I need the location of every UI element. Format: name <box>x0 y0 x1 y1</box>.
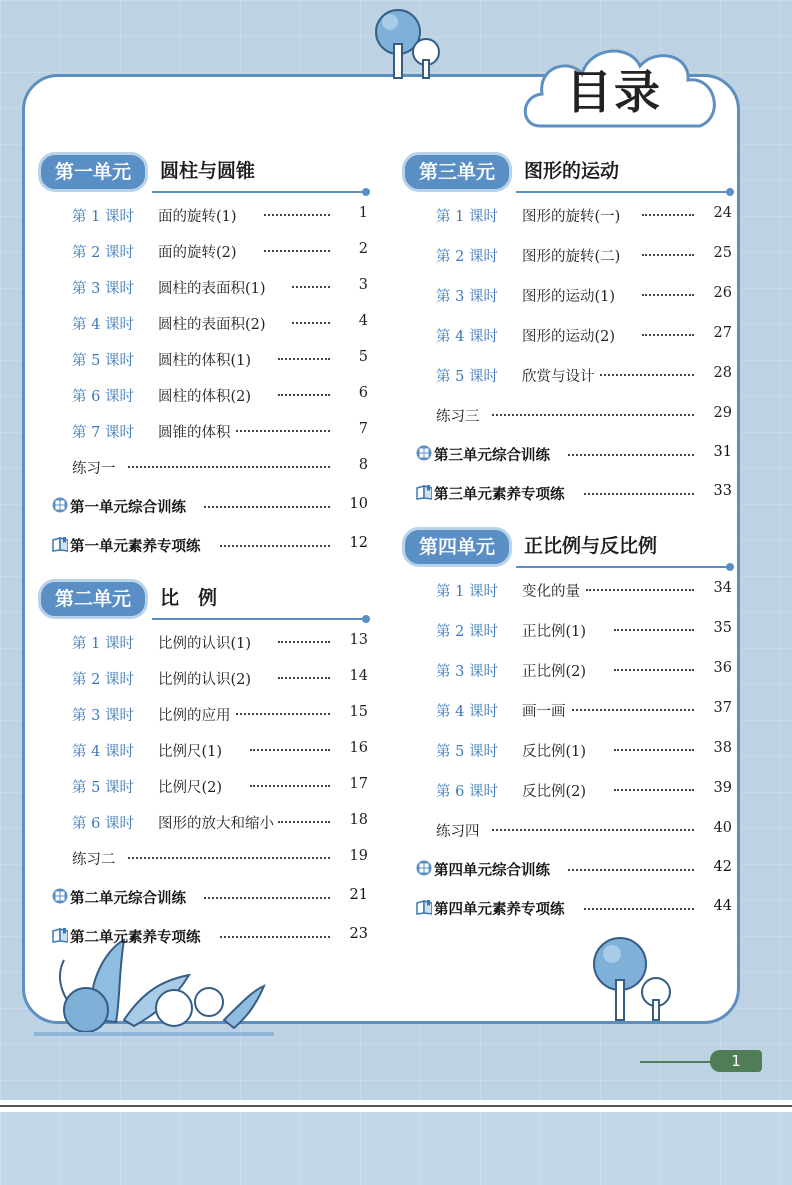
leader-dots <box>264 247 330 252</box>
leader-dots <box>492 826 694 831</box>
leader-dots <box>292 319 330 324</box>
unit-underline <box>516 191 728 193</box>
unit-label-badge: 第三单元 <box>402 152 512 192</box>
lesson-name: 面的旋转(2) <box>158 245 237 261</box>
page-ref: 37 <box>713 700 732 716</box>
lesson-entry[interactable] <box>436 580 734 602</box>
lesson-entry[interactable] <box>72 241 370 263</box>
unit-header <box>38 579 376 613</box>
lesson-name: 欣赏与设计 <box>522 369 595 385</box>
lesson-entry[interactable] <box>72 704 370 726</box>
leader-dots <box>128 463 330 468</box>
review-entry-name: 第三单元综合训练 <box>434 448 550 464</box>
lesson-name: 正比例(1) <box>522 624 587 640</box>
unit-title: 圆柱与圆锥 <box>160 160 256 182</box>
lesson-name: 比例的认识(2) <box>158 672 252 688</box>
page-ref: 27 <box>713 325 732 341</box>
lesson-name: 图形的运动(2) <box>522 329 616 345</box>
page-ref: 25 <box>713 245 732 261</box>
leader-dots <box>278 355 330 360</box>
special-practice-entry[interactable] <box>52 535 370 557</box>
book-icon <box>52 927 68 943</box>
page-title: 目录 <box>566 65 662 119</box>
lesson-entry[interactable] <box>436 740 734 762</box>
lesson-entry[interactable] <box>436 780 734 802</box>
special-practice-entry-name: 第一单元素养专项练 <box>70 539 201 555</box>
lesson-number: 第 4 课时 <box>72 317 134 333</box>
leader-dots <box>642 331 694 336</box>
lesson-number: 第 6 课时 <box>436 784 498 800</box>
lesson-entry[interactable] <box>72 349 370 371</box>
page-ref: 23 <box>349 926 368 942</box>
special-practice-entry[interactable] <box>416 898 734 920</box>
page-number: 1 <box>710 1050 762 1072</box>
lesson-number: 第 1 课时 <box>436 584 498 600</box>
lesson-name: 反比例(2) <box>522 784 587 800</box>
page-number-line <box>640 1061 712 1063</box>
tree-illustration-top <box>360 4 450 80</box>
lesson-entry[interactable] <box>436 620 734 642</box>
lesson-name: 比例尺(2) <box>158 780 223 796</box>
leader-dots <box>572 706 694 711</box>
unit-underline <box>152 618 364 620</box>
lesson-entry[interactable] <box>436 285 734 307</box>
leader-dots <box>614 666 694 671</box>
practice-name: 练习一 <box>72 461 116 477</box>
unit-header <box>402 527 740 561</box>
lesson-entry[interactable] <box>72 385 370 407</box>
leader-dots <box>586 586 694 591</box>
lesson-name: 圆锥的体积 <box>158 425 231 441</box>
lesson-number: 第 4 课时 <box>436 704 498 720</box>
lesson-entry[interactable] <box>436 660 734 682</box>
leader-dots <box>584 905 694 910</box>
review-entry-name: 第一单元综合训练 <box>70 500 186 516</box>
lesson-name: 圆柱的体积(2) <box>158 389 252 405</box>
unit-label-badge: 第四单元 <box>402 527 512 567</box>
practice-entry[interactable] <box>436 405 734 427</box>
lesson-number: 第 1 课时 <box>72 636 134 652</box>
lesson-number: 第 5 课时 <box>72 353 134 369</box>
lesson-entry[interactable] <box>72 776 370 798</box>
next-page-background <box>0 1112 792 1185</box>
review-entry-name: 第四单元综合训练 <box>434 863 550 879</box>
leader-dots <box>128 854 330 859</box>
page-ref: 4 <box>358 313 368 329</box>
lesson-name: 图形的放大和缩小 <box>158 816 274 832</box>
lesson-entry[interactable] <box>72 313 370 335</box>
review-entry[interactable] <box>416 859 734 881</box>
lesson-number: 第 6 课时 <box>72 816 134 832</box>
page-ref: 42 <box>713 859 732 875</box>
page-ref: 44 <box>713 898 732 914</box>
page-ref: 38 <box>713 740 732 756</box>
page-ref: 31 <box>713 444 732 460</box>
leader-dots <box>614 626 694 631</box>
special-practice-entry-name: 第三单元素养专项练 <box>434 487 565 503</box>
leader-dots <box>204 503 330 508</box>
lesson-number: 第 1 课时 <box>436 209 498 225</box>
page-ref: 2 <box>358 241 368 257</box>
lesson-name: 圆柱的表面积(2) <box>158 317 266 333</box>
leader-dots <box>250 782 330 787</box>
review-icon <box>416 860 432 876</box>
page-ref: 7 <box>358 421 368 437</box>
practice-name: 练习二 <box>72 852 116 868</box>
leader-dots <box>220 542 330 547</box>
review-icon <box>416 445 432 461</box>
unit-underline-dot <box>362 188 370 196</box>
page-ref: 12 <box>349 535 368 551</box>
lesson-entry[interactable] <box>436 365 734 387</box>
lesson-number: 第 5 课时 <box>436 369 498 385</box>
leader-dots <box>568 451 694 456</box>
lesson-number: 第 2 课时 <box>436 624 498 640</box>
leader-dots <box>614 746 694 751</box>
page-ref: 5 <box>358 349 368 365</box>
page-ref: 13 <box>349 632 368 648</box>
lesson-entry[interactable] <box>436 205 734 227</box>
unit-underline-dot <box>726 563 734 571</box>
page-ref: 35 <box>713 620 732 636</box>
leader-dots <box>492 411 694 416</box>
page-ref: 26 <box>713 285 732 301</box>
page-ref: 15 <box>349 704 368 720</box>
lesson-name: 圆柱的体积(1) <box>158 353 252 369</box>
unit-underline <box>152 191 364 193</box>
lesson-number: 第 1 课时 <box>72 209 134 225</box>
lesson-entry[interactable] <box>72 740 370 762</box>
leader-dots <box>600 371 694 376</box>
review-entry[interactable] <box>52 887 370 909</box>
leader-dots <box>642 291 694 296</box>
lesson-number: 第 3 课时 <box>436 664 498 680</box>
unit-underline <box>516 566 728 568</box>
book-icon <box>52 536 68 552</box>
page-ref: 34 <box>713 580 732 596</box>
lesson-number: 第 2 课时 <box>72 245 134 261</box>
lesson-name: 圆柱的表面积(1) <box>158 281 266 297</box>
review-icon <box>52 497 68 513</box>
lesson-entry[interactable] <box>436 700 734 722</box>
special-practice-entry[interactable] <box>52 926 370 948</box>
page-ref: 8 <box>358 457 368 473</box>
lesson-name: 比例尺(1) <box>158 744 223 760</box>
lesson-entry[interactable] <box>436 325 734 347</box>
page-ref: 19 <box>349 848 368 864</box>
page-ref: 10 <box>349 496 368 512</box>
leader-dots <box>278 391 330 396</box>
lesson-entry[interactable] <box>72 205 370 227</box>
lesson-name: 面的旋转(1) <box>158 209 237 225</box>
page-ref: 29 <box>713 405 732 421</box>
unit-header <box>402 152 740 186</box>
unit-underline-dot <box>362 615 370 623</box>
leader-dots <box>642 251 694 256</box>
lesson-number: 第 3 课时 <box>72 281 134 297</box>
unit-label-badge: 第一单元 <box>38 152 148 192</box>
lesson-name: 比例的应用 <box>158 708 231 724</box>
special-practice-entry-name: 第四单元素养专项练 <box>434 902 565 918</box>
page-ref: 33 <box>713 483 732 499</box>
lesson-name: 图形的运动(1) <box>522 289 616 305</box>
lesson-number: 第 3 课时 <box>72 708 134 724</box>
lesson-name: 图形的旋转(二) <box>522 249 621 265</box>
unit-title: 正比例与反比例 <box>524 535 658 557</box>
special-practice-entry-name: 第二单元素养专项练 <box>70 930 201 946</box>
lesson-entry[interactable] <box>72 632 370 654</box>
leader-dots <box>584 490 694 495</box>
lesson-number: 第 2 课时 <box>72 672 134 688</box>
page-ref: 40 <box>713 820 732 836</box>
lesson-number: 第 4 课时 <box>72 744 134 760</box>
lesson-number: 第 7 课时 <box>72 425 134 441</box>
page-ref: 24 <box>713 205 732 221</box>
lesson-entry[interactable] <box>72 277 370 299</box>
lesson-number: 第 5 课时 <box>72 780 134 796</box>
page-ref: 17 <box>349 776 368 792</box>
unit-title: 图形的运动 <box>524 160 620 182</box>
review-entry[interactable] <box>416 444 734 466</box>
page-ref: 1 <box>358 205 368 221</box>
special-practice-entry[interactable] <box>416 483 734 505</box>
practice-name: 练习四 <box>436 824 480 840</box>
unit-underline-dot <box>726 188 734 196</box>
leader-dots <box>236 427 330 432</box>
page-ref: 36 <box>713 660 732 676</box>
practice-entry[interactable] <box>436 820 734 842</box>
unit-title: 比 例 <box>160 587 218 609</box>
page-ref: 16 <box>349 740 368 756</box>
book-icon <box>416 484 432 500</box>
leader-dots <box>568 866 694 871</box>
review-icon <box>52 888 68 904</box>
page-ref: 3 <box>358 277 368 293</box>
practice-entry[interactable] <box>72 848 370 870</box>
lesson-name: 变化的量 <box>522 584 580 600</box>
lesson-entry[interactable] <box>436 245 734 267</box>
leader-dots <box>236 710 330 715</box>
page-ref: 14 <box>349 668 368 684</box>
unit-header <box>38 152 376 186</box>
book-icon <box>416 899 432 915</box>
leader-dots <box>264 211 330 216</box>
lesson-number: 第 6 课时 <box>72 389 134 405</box>
lesson-entry[interactable] <box>72 668 370 690</box>
page-ref: 39 <box>713 780 732 796</box>
lesson-name: 图形的旋转(一) <box>522 209 621 225</box>
lesson-name: 画一画 <box>522 704 566 720</box>
leader-dots <box>278 818 330 823</box>
page-ref: 18 <box>349 812 368 828</box>
page-ref: 28 <box>713 365 732 381</box>
leader-dots <box>204 894 330 899</box>
review-entry-name: 第二单元综合训练 <box>70 891 186 907</box>
leader-dots <box>278 638 330 643</box>
lesson-number: 第 4 课时 <box>436 329 498 345</box>
lesson-name: 反比例(1) <box>522 744 587 760</box>
leader-dots <box>278 674 330 679</box>
review-entry[interactable] <box>52 496 370 518</box>
leader-dots <box>642 211 694 216</box>
leader-dots <box>220 933 330 938</box>
lesson-number: 第 5 课时 <box>436 744 498 760</box>
page-divider <box>0 1105 792 1107</box>
lesson-number: 第 3 课时 <box>436 289 498 305</box>
page-ref: 21 <box>349 887 368 903</box>
lesson-number: 第 2 课时 <box>436 249 498 265</box>
practice-entry[interactable] <box>72 457 370 479</box>
leader-dots <box>292 283 330 288</box>
leader-dots <box>250 746 330 751</box>
unit-label-badge: 第二单元 <box>38 579 148 619</box>
lesson-entry[interactable] <box>72 421 370 443</box>
lesson-name: 比例的认识(1) <box>158 636 252 652</box>
page-ref: 6 <box>358 385 368 401</box>
lesson-entry[interactable] <box>72 812 370 834</box>
tree-illustration-bottom <box>586 930 686 1022</box>
lesson-name: 正比例(2) <box>522 664 587 680</box>
leader-dots <box>614 786 694 791</box>
practice-name: 练习三 <box>436 409 480 425</box>
